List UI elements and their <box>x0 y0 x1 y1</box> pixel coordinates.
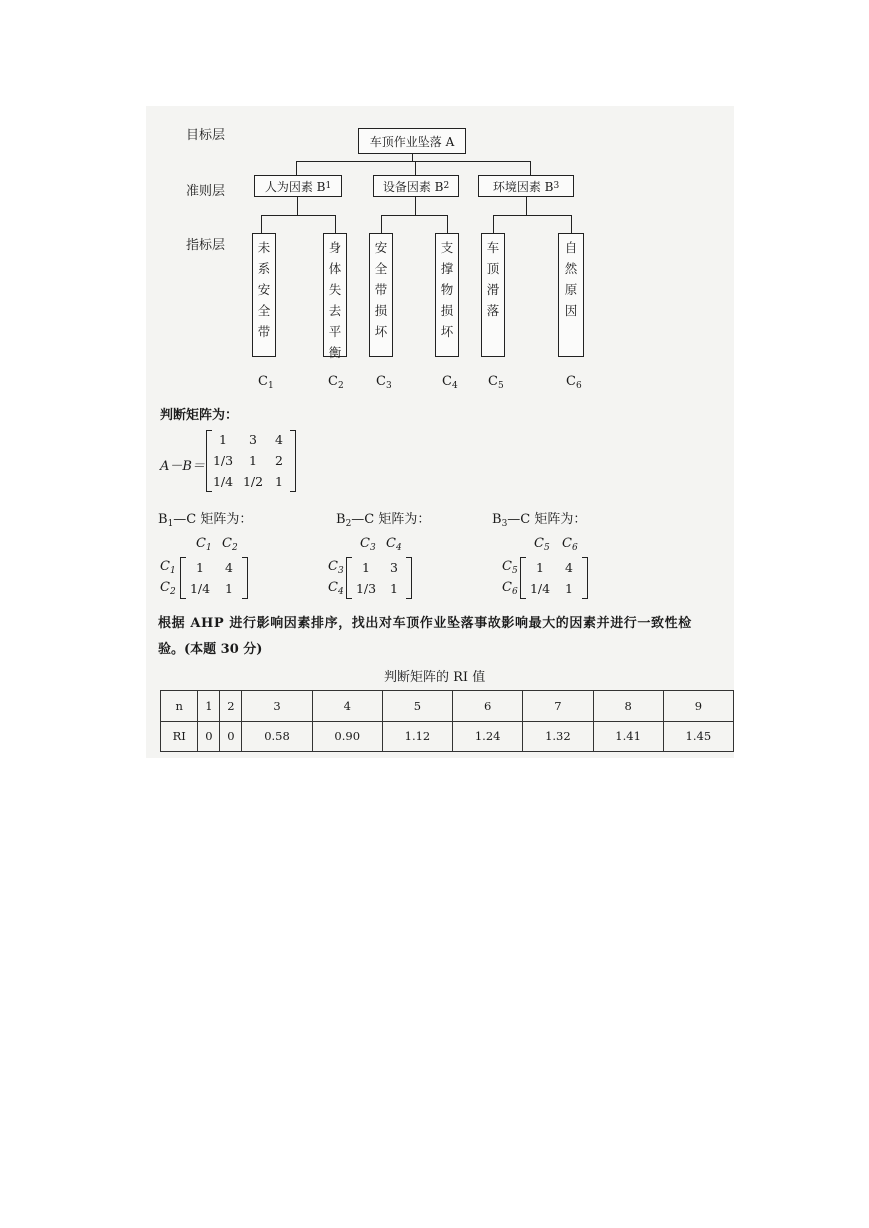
matrix-cell: 3 <box>249 432 257 447</box>
code-sub: 1 <box>267 381 274 391</box>
heading-rest: —C 矩阵为： <box>507 512 587 527</box>
matrix-b2-c <box>346 557 412 599</box>
connector <box>296 161 530 162</box>
col-header <box>196 536 212 553</box>
matrix-cell: 4 <box>275 432 283 447</box>
row-sub: 3 <box>337 566 344 576</box>
matrix-cell: 1/4 <box>212 474 234 489</box>
table-cell: 1.41 <box>593 721 663 752</box>
indicator-text: 未系安全带 <box>257 240 271 339</box>
sub-matrix-heading-b2 <box>336 508 430 529</box>
heading-sub: 3 <box>501 519 508 529</box>
matrix-cell: 1 <box>275 474 283 489</box>
matrix-cell: 4 <box>565 560 573 575</box>
col-letter: C <box>534 536 544 551</box>
code-letter: C <box>566 374 576 389</box>
code-sub: 6 <box>575 381 582 391</box>
matrix-cell: 1 <box>565 581 573 596</box>
matrix-cell: 1 <box>196 560 204 575</box>
row-letter: C <box>160 559 170 574</box>
matrix-cell: 2 <box>275 453 283 468</box>
connector <box>261 215 335 216</box>
connector <box>530 161 531 175</box>
heading-letter: B <box>336 512 346 527</box>
connector <box>415 161 416 175</box>
code-letter: C <box>328 374 338 389</box>
bracket-right <box>242 557 248 599</box>
col-header <box>562 536 578 553</box>
col-sub: 5 <box>543 543 550 553</box>
table-cell: 0.58 <box>242 721 312 752</box>
question-line-2: 验。(本题 30 分) <box>158 642 263 657</box>
criteria-sub: 3 <box>553 181 560 191</box>
row-header <box>502 580 518 597</box>
connector <box>493 215 571 216</box>
table-cell: 7 <box>523 691 593 722</box>
row-letter: C <box>160 580 170 595</box>
col-sub: 3 <box>369 543 376 553</box>
goal-text: 车顶作业坠落 A <box>369 134 455 149</box>
indicator-code-c5 <box>488 374 504 391</box>
table-cell: 0 <box>220 721 242 752</box>
table-cell: 0.90 <box>312 721 382 752</box>
matrix-cell: 1/4 <box>529 581 551 596</box>
sub-matrix-heading-b1 <box>158 508 252 529</box>
criteria-sub: 1 <box>325 181 332 191</box>
col-letter: C <box>386 536 396 551</box>
table-cell: 2 <box>220 691 242 722</box>
row-sub: 5 <box>511 566 518 576</box>
indicator-text: 安全带损坏 <box>374 240 388 339</box>
indicator-code-c2 <box>328 374 344 391</box>
connector <box>415 197 416 215</box>
matrix-b1-c <box>180 557 248 599</box>
col-letter: C <box>222 536 232 551</box>
code-sub: 5 <box>497 381 504 391</box>
table-cell: RI <box>161 721 198 752</box>
row-sub: 1 <box>169 566 176 576</box>
col-sub: 2 <box>231 543 238 553</box>
matrix-cell: 1/3 <box>355 581 377 596</box>
table-cell: 4 <box>312 691 382 722</box>
row-header <box>328 559 344 576</box>
layer-label-criteria: 准则层 <box>186 184 226 199</box>
ri-table-title: 判断矩阵的 RI 值 <box>384 670 486 685</box>
heading-sub: 2 <box>345 519 352 529</box>
indicator-code-c6 <box>566 374 582 391</box>
col-sub: 1 <box>205 543 212 553</box>
bracket-right <box>582 557 588 599</box>
row-letter: C <box>502 580 512 595</box>
connector <box>526 197 527 215</box>
matrix-a-b <box>206 430 296 492</box>
col-sub: 6 <box>571 543 578 553</box>
row-header <box>160 559 176 576</box>
table-cell: 1.12 <box>382 721 452 752</box>
row-sub: 6 <box>511 587 518 597</box>
table-cell: 1.45 <box>663 721 733 752</box>
table-cell: 8 <box>593 691 663 722</box>
row-header <box>328 580 344 597</box>
heading-letter: B <box>492 512 502 527</box>
col-letter: C <box>562 536 572 551</box>
matrix-cell: 1 <box>249 453 257 468</box>
matrix-b3-c <box>520 557 588 599</box>
indicator-code-c1 <box>258 374 274 391</box>
connector <box>412 154 413 161</box>
criteria-node-b1 <box>254 175 342 197</box>
connector <box>493 215 494 233</box>
matrix-cell: 1 <box>219 432 227 447</box>
sub-matrix-heading-b3 <box>492 508 586 529</box>
table-cell: 1.24 <box>453 721 523 752</box>
table-cell: 0 <box>198 721 220 752</box>
row-sub: 4 <box>337 587 344 597</box>
col-header <box>222 536 238 553</box>
col-header <box>386 536 402 553</box>
matrix-cell: 1 <box>390 581 398 596</box>
table-cell: 1 <box>198 691 220 722</box>
connector <box>571 215 572 233</box>
criteria-node-b3 <box>478 175 574 197</box>
row-header <box>502 559 518 576</box>
bracket-right <box>290 430 296 492</box>
table-cell: 1.32 <box>523 721 593 752</box>
indicator-node-c3 <box>369 233 393 357</box>
code-letter: C <box>258 374 268 389</box>
heading-rest: —C 矩阵为： <box>351 512 431 527</box>
scanned-document <box>146 106 734 758</box>
row-sub: 2 <box>169 587 176 597</box>
col-letter: C <box>196 536 206 551</box>
connector <box>447 215 448 233</box>
matrix-cell: 1 <box>536 560 544 575</box>
row-letter: C <box>328 580 338 595</box>
indicator-node-c4 <box>435 233 459 357</box>
connector <box>335 215 336 233</box>
criteria-text: 设备因素 B <box>382 179 444 194</box>
connector <box>296 161 297 175</box>
criteria-node-b2 <box>373 175 459 197</box>
table-cell: 5 <box>382 691 452 722</box>
indicator-code-c3 <box>376 374 392 391</box>
matrix-cell: 1 <box>362 560 370 575</box>
indicator-node-c2 <box>323 233 347 360</box>
layer-label-indicators: 指标层 <box>186 238 226 253</box>
row-header <box>160 580 176 597</box>
table-cell: n <box>161 691 198 722</box>
ri-table <box>160 690 734 752</box>
col-letter: C <box>360 536 370 551</box>
matrix-cell: 1/2 <box>242 474 264 489</box>
col-sub: 4 <box>395 543 402 553</box>
ri-table-value-row <box>161 721 734 752</box>
indicator-code-c4 <box>442 374 458 391</box>
indicator-node-c1 <box>252 233 276 357</box>
criteria-text: 环境因素 B <box>492 179 554 194</box>
criteria-text: 人为因素 B <box>264 179 326 194</box>
matrix-cell: 3 <box>390 560 398 575</box>
ri-table-header-row <box>161 691 734 722</box>
goal-node <box>358 128 466 154</box>
indicator-text: 自然原因 <box>564 240 578 318</box>
heading-sub: 1 <box>167 519 174 529</box>
indicator-text: 车顶滑落 <box>486 240 500 318</box>
matrix-cell: 1/4 <box>189 581 211 596</box>
code-letter: C <box>488 374 498 389</box>
bracket-right <box>406 557 412 599</box>
code-sub: 3 <box>385 381 392 391</box>
connector <box>261 215 262 233</box>
code-sub: 4 <box>451 381 458 391</box>
table-cell: 9 <box>663 691 733 722</box>
col-header <box>534 536 550 553</box>
row-letter: C <box>328 559 338 574</box>
matrix-a-b-label: A－B＝ <box>160 459 205 474</box>
matrix-cell: 1/3 <box>212 453 234 468</box>
heading-letter: B <box>158 512 168 527</box>
col-header <box>360 536 376 553</box>
code-sub: 2 <box>337 381 344 391</box>
table-cell: 3 <box>242 691 312 722</box>
code-letter: C <box>442 374 452 389</box>
question-line-1: 根据 AHP 进行影响因素排序，找出对车顶作业坠落事故影响最大的因素并进行一致性检 <box>158 616 692 631</box>
judgment-heading: 判断矩阵为： <box>160 408 239 423</box>
connector <box>297 197 298 215</box>
indicator-text: 身体失去平衡 <box>328 240 342 360</box>
indicator-node-c6 <box>558 233 584 357</box>
indicator-text: 支撑物损坏 <box>440 240 454 339</box>
matrix-cell: 1 <box>225 581 233 596</box>
matrix-cell: 4 <box>225 560 233 575</box>
layer-label-goal: 目标层 <box>186 128 226 143</box>
indicator-node-c5 <box>481 233 505 357</box>
row-letter: C <box>502 559 512 574</box>
table-cell: 6 <box>453 691 523 722</box>
heading-rest: —C 矩阵为： <box>173 512 253 527</box>
criteria-sub: 2 <box>443 181 450 191</box>
code-letter: C <box>376 374 386 389</box>
connector <box>381 215 447 216</box>
connector <box>381 215 382 233</box>
